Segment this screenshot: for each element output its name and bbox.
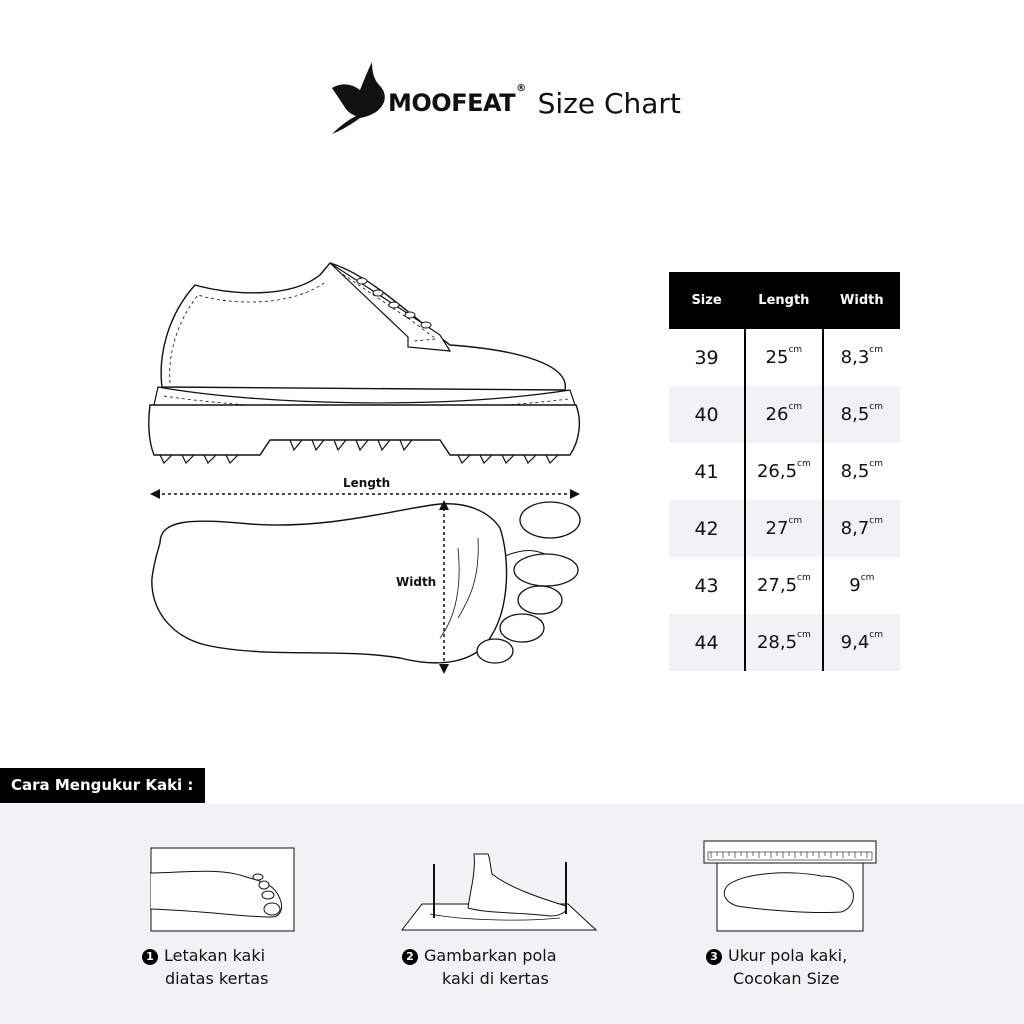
howto-title: Cara Mengukur Kaki :	[0, 768, 205, 803]
size-cell: 44	[669, 614, 745, 671]
step3-ruler-measure-icon	[703, 840, 879, 934]
width-cell: $8,5^{cm}$	[823, 386, 900, 443]
size-cell: 39	[694, 346, 719, 369]
size-cell: 40	[669, 386, 745, 443]
foot-illustration	[140, 478, 585, 678]
width-cell: $9,4^{cm}$	[823, 614, 900, 671]
size-cell: 42	[669, 500, 745, 557]
width-label: Width	[396, 575, 437, 589]
table-row	[669, 500, 900, 557]
table-row	[669, 443, 900, 500]
step-1: 1 Letakan kaki diatas kertas	[142, 944, 268, 990]
length-cell: $26^{cm}$	[745, 386, 823, 443]
step-number-badge: 2	[402, 949, 418, 965]
step-3: 3 Ukur pola kaki, Cocokan Size	[706, 944, 847, 990]
howto-panel	[0, 804, 1024, 1024]
table-row	[669, 386, 900, 443]
length-cell: $25^{cm}$	[745, 329, 823, 386]
size-table	[669, 272, 900, 671]
page-title: Size Chart	[537, 86, 681, 120]
table-header-row	[669, 272, 900, 329]
size-cell: 43	[694, 574, 719, 597]
table-row	[669, 614, 900, 671]
width-cell: $9^{cm}$	[823, 557, 900, 614]
length-cell: $28,5^{cm}$	[745, 614, 823, 671]
column-header-size: Size	[669, 272, 745, 329]
swallow-logo-icon	[330, 60, 386, 136]
column-header-length: Length	[745, 272, 823, 329]
step-number-badge: 3	[706, 949, 722, 965]
header	[330, 60, 681, 136]
size-cell: 41	[694, 460, 719, 483]
table-row	[669, 329, 900, 386]
length-cell: $27,5^{cm}$	[745, 557, 823, 614]
width-cell: $8,5^{cm}$	[823, 443, 900, 500]
step2-trace-foot-icon	[400, 852, 600, 934]
step1-foot-on-paper-icon	[150, 847, 296, 933]
step-number-badge: 1	[142, 949, 158, 965]
brand-name: MOOFEAT®	[388, 83, 526, 117]
column-header-width: Width	[823, 272, 900, 329]
step-2: 2 Gambarkan pola kaki di kertas	[402, 944, 557, 990]
length-label: Length	[343, 476, 391, 490]
width-cell: $8,7^{cm}$	[823, 500, 900, 557]
shoe-illustration	[140, 255, 585, 465]
length-cell: $27^{cm}$	[745, 500, 823, 557]
length-cell: $26,5^{cm}$	[745, 443, 823, 500]
width-cell: $8,3^{cm}$	[823, 329, 900, 386]
table-row	[669, 557, 900, 614]
